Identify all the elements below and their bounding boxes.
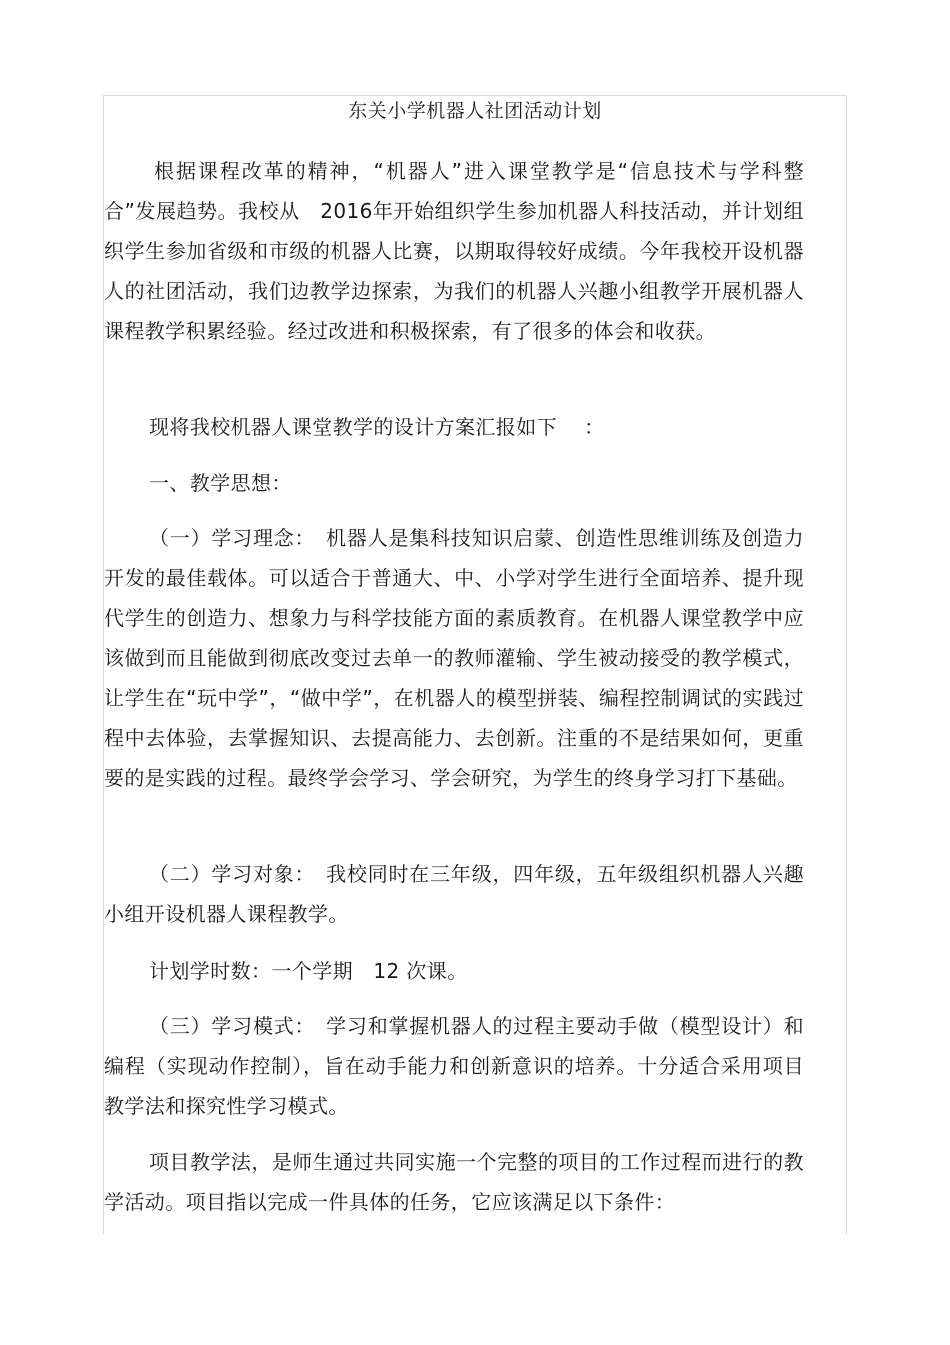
- paragraph-learning-mode: （三）学习模式： 学习和掌握机器人的过程主要动手做（模型设计）和编程（实现动作控制），旨在动手能力和创新意识的培养。十分适合采用项目教学法和探究性学习模式。: [104, 1014, 804, 1118]
- paragraph-project-method: 项目教学法，是师生通过共同实施一个完整的项目的工作过程而进行的教学活动。项目指以完成一件具体的任务，它应该满足以下条件：: [104, 1150, 804, 1214]
- paragraph-learning-target: （二）学习对象： 我校同时在三年级，四年级，五年级组织机器人兴趣小组开设机器人课程教学。: [104, 862, 804, 926]
- section-heading-teaching-philosophy: 一、教学思想：: [149, 471, 292, 495]
- paragraph-learning-concept: （一）学习理念： 机器人是集科技知识启蒙、创造性思维训练及创造力开发的最佳载体。可以适合于普通大、中、小学对学生进行全面培养、提升现代学生的创造力、想象力与科学技能方面的素质教育。在机器人课堂教学中应该做到而且能做到彻底改变过去单一的教师灌输、学生被动接受的教学模式，让学生在“玩中学”，“做中学”，在机器人的模型拼装、编程控制调试的实践过程中去体验，去掌握知识、去提高能力、去创新。注重的不是结果如何，更重要的是实践的过程。最终学会学习、学会研究，为学生的终身学习打下基础。: [104, 526, 804, 790]
- paragraph-planned-hours: 计划学时数：一个学期 12 次课。: [149, 959, 468, 983]
- document-title: 东关小学机器人社团活动计划: [348, 100, 602, 122]
- paragraph-report-lead: 现将我校机器人课堂教学的设计方案汇报如下 ：: [149, 415, 605, 439]
- paragraph-intro: 根据课程改革的精神，“机器人”进入课堂教学是“信息技术与学科整合”发展趋势。我校从 2016年开始组织学生参加机器人科技活动，并计划组织学生参加省级和市级的机器人比赛，以期取得较好成绩。今年我校开设机器人的社团活动，我们边教学边探索，为我们的机器人兴趣小组教学开展机器人课程教学积累经验。经过改进和积极探索，有了很多的体会和收获。: [104, 159, 804, 343]
